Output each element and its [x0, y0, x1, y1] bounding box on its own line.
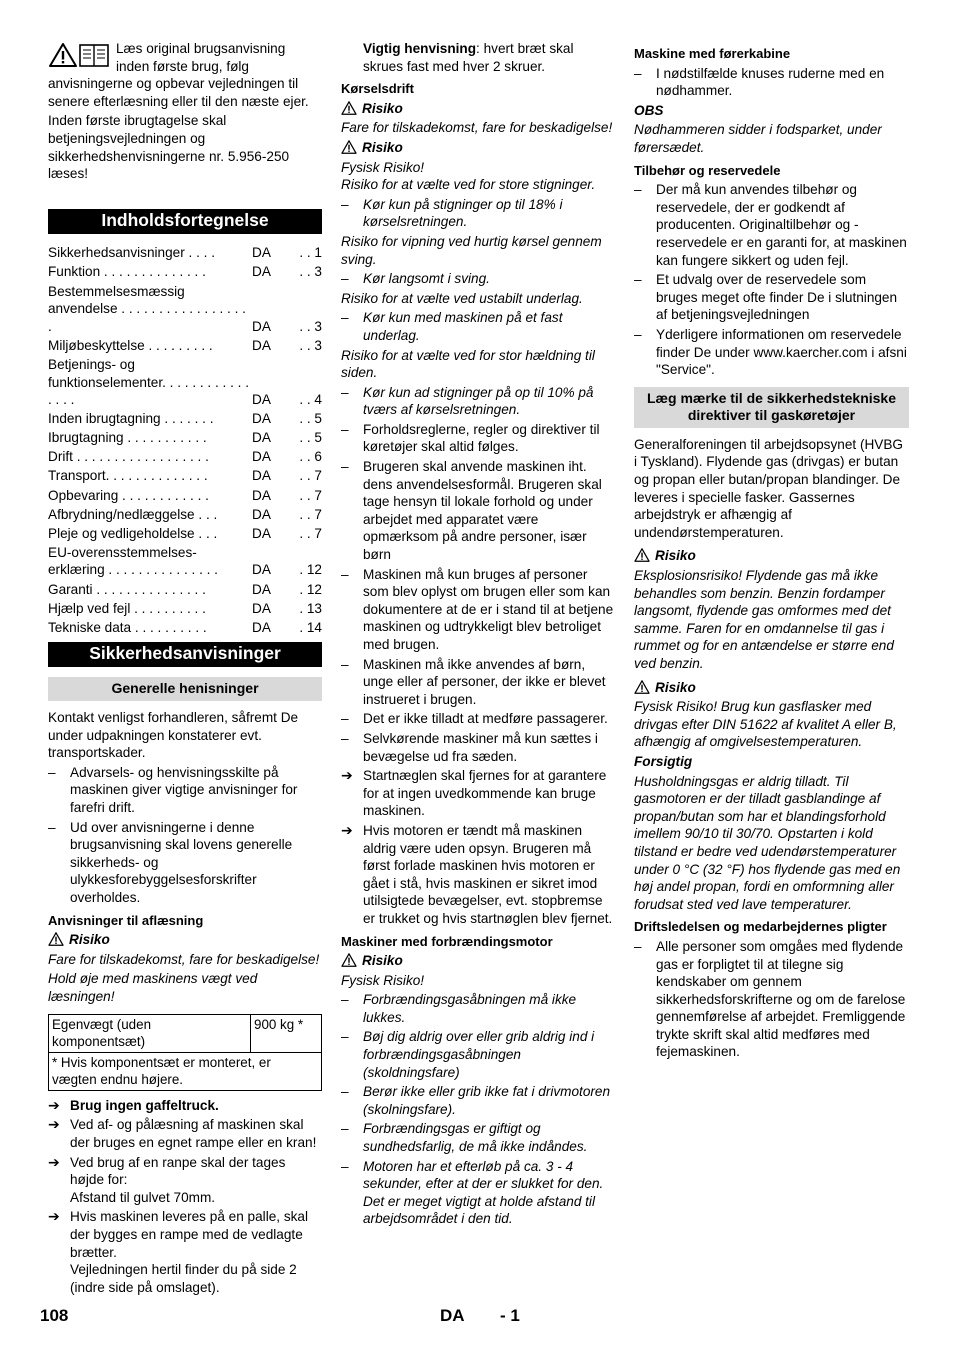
- toc-page: . 12: [299, 581, 322, 597]
- weight-note: * Hvis komponentsæt er monteret, er vægten endnu højere.: [49, 1052, 322, 1090]
- arrow-icon: ➔: [341, 767, 353, 784]
- intro-block: [48, 40, 322, 183]
- toc-title: Drift . . . . . . . . . . . . . . . . . .: [48, 449, 209, 465]
- weight-label: Egenvægt (uden komponentsæt): [49, 1014, 251, 1052]
- gas-risk-1: Eksplosionsrisiko! Flydende gas må ikke behandles som benzin. Benzin fordamper langsomt, flydende gas omformes med det samme. Faren for en omdannelse til gas i rummet og for en antændelse er større end ved benzin.: [634, 568, 894, 671]
- risk-label: Risiko: [634, 547, 909, 565]
- list-item: – Selvkørende maskiner må kun sættes i bevægelse ud fra sæden.: [341, 730, 615, 765]
- unloading-risk-2: Hold øje med maskinens vægt ved læsningen!: [48, 971, 258, 1004]
- combustion-phys-risk: Fysisk Risiko!: [341, 972, 425, 988]
- list-item: ➔ Startnæglen skal fjernes for at garantere for at ingen uvedkommende kan bruge maskinen.: [341, 767, 607, 819]
- toc-lang: DA: [252, 468, 271, 484]
- list-item: – Forbrændingsgasåbningen må ikke lukkes.: [341, 991, 615, 1026]
- toc-title: Transport. . . . . . . . . . . . . .: [48, 468, 208, 484]
- warning-icon: [634, 680, 650, 694]
- safety-heading: Sikkerhedsanvisninger: [48, 642, 322, 668]
- toc-row[interactable]: [48, 429, 322, 448]
- list-item: ➔ Ved brug af en ranpe skal der tages højde for: Afstand til gulvet 70mm.: [48, 1153, 286, 1205]
- tip-turn-list: [341, 270, 615, 288]
- page-number: 108: [40, 1306, 69, 1325]
- rules-list: [341, 421, 615, 765]
- list-item: – Kør kun ad stigninger på op til 10% på tværs af kørselsretningen.: [341, 384, 615, 419]
- warning-manual-icon: [48, 42, 110, 68]
- toc-title: Afbrydning/nedlæggelse . . .: [48, 506, 218, 522]
- risk-label: Risiko: [341, 139, 615, 157]
- toc-title: Inden ibrugtagning . . . . . . .: [48, 411, 214, 427]
- general-heading: Generelle henisninger: [48, 677, 322, 701]
- toc-row[interactable]: [48, 283, 322, 337]
- weight-value: 900 kg *: [251, 1014, 322, 1052]
- list-item: – Maskinen må ikke anvendes af børn, unge eller af personer, der ikke er blevet instrueret i brugen.: [341, 656, 615, 709]
- toc-lang: DA: [252, 264, 271, 280]
- toc-lang: DA: [252, 318, 271, 334]
- arrow-icon: ➔: [48, 1153, 60, 1170]
- ops-heading: Driftsledelsen og medarbejdernes pligter: [634, 919, 887, 935]
- toc-title: Funktion . . . . . . . . . . . . . .: [48, 264, 206, 280]
- toc-page: . . 7: [299, 506, 322, 522]
- cabin-list: [634, 65, 909, 100]
- list-item: ➔ Hvis motoren er tændt må maskinen aldrig være uden opsyn. Brugeren må først forlade maskinen hvis motoren er gået i stå, hvis maskinen er sikret imod utilsigtede bevægelser, evt. stopbremse er trukket og hvis startnøglen blev fjernet.: [341, 821, 613, 926]
- tip-unstable: Risiko for at vælte ved ustabilt underlag.: [341, 290, 583, 306]
- column-right: [634, 40, 909, 1063]
- phys-risk: Fysisk Risiko!: [341, 159, 425, 175]
- unloading-risk-1: Fare for tilskadekomst, fare for beskadigelse!: [48, 951, 320, 967]
- toc-row[interactable]: [48, 619, 322, 638]
- toc-page: . . 6: [299, 449, 322, 465]
- arrow-icon: ➔: [48, 1116, 60, 1133]
- toc-row[interactable]: [48, 600, 322, 619]
- toc-row[interactable]: [48, 263, 322, 282]
- list-item: – Kør langsomt i sving.: [341, 270, 615, 288]
- gas-text: Generalforeningen til arbejdsopsynet (HVBG i Tyskland). Flydende gas (drivgas) er butan og propan eller butan/propan blandinger. De leveres i specielle fasker. Gassernes arbejdstryk er afhængig af undendørstemperaturen.: [634, 436, 904, 540]
- list-item: – Bøj dig aldrig over eller grib aldrig ind i forbrændingsgasåbningen (skoldningsfare): [341, 1028, 615, 1081]
- toc-lang: DA: [252, 619, 271, 635]
- toc-title: Garanti . . . . . . . . . . . . . . .: [48, 581, 206, 597]
- toc-page: . 13: [299, 600, 322, 616]
- footer-lang: DA: [440, 1306, 465, 1325]
- toc-page: . . 5: [299, 430, 322, 446]
- toc-page: . . 7: [299, 468, 322, 484]
- obs-label: OBS: [634, 102, 664, 118]
- list-item: – Kør kun på stigninger op til 18% i kørselsretningen.: [341, 196, 615, 231]
- toc-lang: DA: [252, 337, 271, 353]
- list-item: – I nødstilfælde knuses ruderne med en nødhammer.: [634, 65, 909, 100]
- toc-title: Hjælp ved fejl . . . . . . . . . .: [48, 600, 206, 616]
- important-note: [341, 40, 615, 75]
- arrow-icon: ➔: [48, 1096, 60, 1113]
- risk-label: Risiko: [634, 679, 909, 697]
- toc-row[interactable]: [48, 244, 322, 263]
- list-item: – Ud over anvisningerne i denne brugsanvisning skal lovens generelle sikkerheds- og ulykkesforebyggelsesforskrifter overholdes.: [48, 819, 322, 907]
- toc-lang: DA: [252, 449, 271, 465]
- list-item: ➔ Brug ingen gaffeltruck.: [48, 1096, 219, 1113]
- toc-lang: DA: [252, 430, 271, 446]
- toc-row[interactable]: [48, 544, 322, 581]
- intro-text: Læs original brugsanvisning inden første brug, følg anvisningerne og opbevar vejledningen til senere efterlæsning eller til den næste ejer.: [48, 41, 309, 109]
- toc-page: . 14: [299, 619, 322, 635]
- toc-page: . . 1: [299, 245, 322, 261]
- arrow-icon: ➔: [341, 821, 353, 838]
- toc-row[interactable]: [48, 581, 322, 600]
- list-item: – Maskinen må kun bruges af personer som blev oplyst om brugen eller som kan dokumentere at de er i stand til at betjene maskinen og udtrykkeligt blev betroliget med brugen.: [341, 566, 615, 654]
- drive-risk-1: Fare for tilskadekomst, fare for beskadigelse!: [341, 120, 613, 136]
- tip-side: Risiko for at vælte ved for stor hældning til siden.: [341, 347, 595, 381]
- risk-label: Risiko: [341, 952, 615, 970]
- toc-row[interactable]: [48, 506, 322, 525]
- toc-title: Opbevaring . . . . . . . . . . . .: [48, 487, 209, 503]
- column-middle: [341, 40, 615, 1230]
- unloading-list: [48, 1097, 322, 1297]
- toc-heading: Indholdsfortegnelse: [48, 209, 322, 235]
- list-item: – Berør ikke eller grib ikke fat i drivmotoren (skolningsfare).: [341, 1083, 615, 1118]
- combustion-list: [341, 991, 615, 1228]
- tip-slope: Risiko for at vælte ved for store stigninger.: [341, 177, 596, 193]
- toc-title: Pleje og vedligeholdelse . . .: [48, 525, 218, 541]
- toc-title: Sikkerhedsanvisninger . . . .: [48, 245, 215, 261]
- toc-lang: DA: [252, 581, 271, 597]
- toc-lang: DA: [252, 245, 271, 261]
- list-item: ➔ Ved af- og pålæsning af maskinen skal der bruges en egnet rampe eller en kran!: [48, 1116, 317, 1151]
- warning-icon: [48, 932, 64, 946]
- warning-icon: [341, 953, 357, 967]
- toc-title: Bestemmelsesmæssig anvendelse . . . . . . . . . . . . . . . . . .: [48, 283, 246, 334]
- toc-table: [48, 244, 322, 637]
- toc-lang: DA: [252, 487, 271, 503]
- weight-table: [48, 1014, 322, 1091]
- toc-title: Miljøbeskyttelse . . . . . . . . .: [48, 337, 213, 353]
- list-item: – Brugeren skal anvende maskinen iht. dens anvendelsesformål. Brugeren skal tage hensyn til lokale forhold og under arbejdet med apparatet være opmærksom på andre personer, især børn: [341, 458, 615, 564]
- toc-row[interactable]: [48, 410, 322, 429]
- list-item: – Kør kun med maskinen på et fast underlag.: [341, 309, 615, 344]
- caution-text: Husholdningsgas er aldrig tilladt. Til gasmotoren er der tilladt gasblandinge af propan/butan som har et blandingsforhold imellem 90/10 til 30/70. Opstarten i kold tilstand er bedre ved udendørstemperaturer under 0 °C (32 °F) hos flydende gas med en høj andel propan, fordi en omformning aller forudsat sted ved lave temperaturer.: [634, 773, 901, 912]
- risk-label: Risiko: [341, 100, 615, 118]
- toc-page: . 12: [299, 562, 322, 578]
- toc-page: . . 7: [299, 525, 322, 541]
- warning-icon: [634, 548, 650, 562]
- list-item: – Der må kun anvendes tilbehør og reservedele, der er godkendt af producenten. Originaltilbehør og -reservedele er en garanti for, at maskinen kan fungere sikkert og uden fejl.: [634, 181, 909, 269]
- toc-page: . . 3: [299, 337, 322, 353]
- list-item: – Motoren har et efterløb på ca. 3 - 4 sekunder, efter at der er slukket for den. Det er meget vigtigt at holde afstand til arbejdsområdet i den tid.: [341, 1158, 615, 1228]
- list-item: Vigtig henvisning: hvert bræt skal skrues fast med hver 2 skruer.: [363, 41, 574, 74]
- list-item: – Yderligere informationen om reservedele finder De under www.kaercher.com i afsni "Service".: [634, 326, 909, 379]
- toc-lang: DA: [252, 562, 271, 578]
- toc-lang: DA: [252, 392, 271, 408]
- list-item: – Et udvalg over de reservedele som bruges meget ofte finder De i slutningen af betjeningsvejledningen: [634, 271, 909, 324]
- key-list: [341, 767, 615, 927]
- toc-lang: DA: [252, 600, 271, 616]
- toc-page: . . 3: [299, 318, 322, 334]
- toc-lang: DA: [252, 411, 271, 427]
- toc-lang: DA: [252, 525, 271, 541]
- ops-list: [634, 938, 909, 1061]
- intro-icons: [48, 42, 110, 73]
- risk-label: Risiko: [48, 931, 322, 949]
- tip-slope-list: [341, 196, 615, 231]
- tip-side-list: [341, 384, 615, 419]
- toc-lang: DA: [252, 506, 271, 522]
- gas-heading: Læg mærke til de sikkerhedstekniske direktiver til gaskøretøjer: [634, 387, 909, 428]
- obs-text: Nødhammeren sidder i fodsparket, under førersædet.: [634, 122, 882, 155]
- toc-title: Ibrugtagning . . . . . . . . . . .: [48, 430, 207, 446]
- list-item: – Forholdsreglerne, regler og direktiver til køretøjer skal altid følges.: [341, 421, 615, 456]
- list-item: – Alle personer som omgåes med flydende gas er forpligtet til at tilegne sig kendskaber om gennem sikkerhedsforskrifterne og om de farelose gennemførelse af arbejdet. Fremliggende trykte skrift skal altid medføres med fejemaskinen.: [634, 938, 909, 1061]
- accessories-heading: Tilbehør og reservedele: [634, 162, 781, 178]
- gas-risk-2: Fysisk Risiko! Brug kun gasflasker med drivgas efter DIN 51622 af kvalitet A eller B, afhængig af omgivelsestemperaturen.: [634, 699, 897, 750]
- toc-title: EU-overensstemmelses- erklæring . . . . . . . . . . . . . . .: [48, 544, 218, 578]
- toc-row[interactable]: [48, 448, 322, 467]
- accessories-list: [634, 181, 909, 379]
- toc-row[interactable]: [48, 467, 322, 486]
- warning-icon: [341, 140, 357, 154]
- general-list: [48, 764, 322, 907]
- general-text: Kontakt venligst forhandleren, såfremt De under udpakningen konstaterer evt. transportskader.: [48, 710, 299, 761]
- toc-row[interactable]: [48, 525, 322, 544]
- list-item: ➔ Hvis maskinen leveres på en palle, skal der bygges en rampe med de vedlagte brætter. Vejledningen hertil finder du på side 2 (indre side på omslaget).: [48, 1208, 309, 1295]
- tip-unstable-list: [341, 309, 615, 344]
- toc-page: . . 3: [299, 264, 322, 280]
- toc-title: Tekniske data . . . . . . . . . .: [48, 619, 207, 635]
- intro-text-2: Inden første ibrugtagelse skal betjeningsvejledningen og sikkerhedshenvisningerne nr. 5.956-250 læses!: [48, 113, 290, 182]
- toc-page: . . 7: [299, 487, 322, 503]
- caution-label: Forsigtig: [634, 753, 693, 769]
- list-item: – Det er ikke tilladt at medføre passagerer.: [341, 710, 615, 728]
- warning-icon: [341, 101, 357, 115]
- toc-page: . . 4: [299, 392, 322, 408]
- toc-page: . . 5: [299, 411, 322, 427]
- combustion-heading: Maskiner med forbrændingsmotor: [341, 933, 553, 949]
- list-item: – Forbrændingsgas er giftigt og sundhedsfarlig, de må ikke indåndes.: [341, 1120, 615, 1155]
- toc-title: Betjenings- og funktionselementer. . . . . . . . . . . . . . . .: [48, 356, 249, 408]
- toc-row[interactable]: [48, 337, 322, 356]
- footer-sub: - 1: [500, 1306, 520, 1325]
- tip-turn: Risiko for vipning ved hurtig kørsel gennem sving.: [341, 233, 602, 267]
- unloading-heading: Anvisninger til aflæsning: [48, 912, 204, 928]
- cabin-heading: Maskine med førerkabine: [634, 46, 791, 61]
- list-item: – Advarsels- og henvisningsskilte på maskinen giver vigtige anvisninger for farefri drift.: [48, 764, 322, 817]
- driving-heading: Kørselsdrift: [341, 81, 414, 97]
- toc-row[interactable]: [48, 487, 322, 506]
- arrow-icon: ➔: [48, 1208, 60, 1225]
- column-left: [48, 40, 322, 1298]
- toc-row[interactable]: [48, 356, 322, 410]
